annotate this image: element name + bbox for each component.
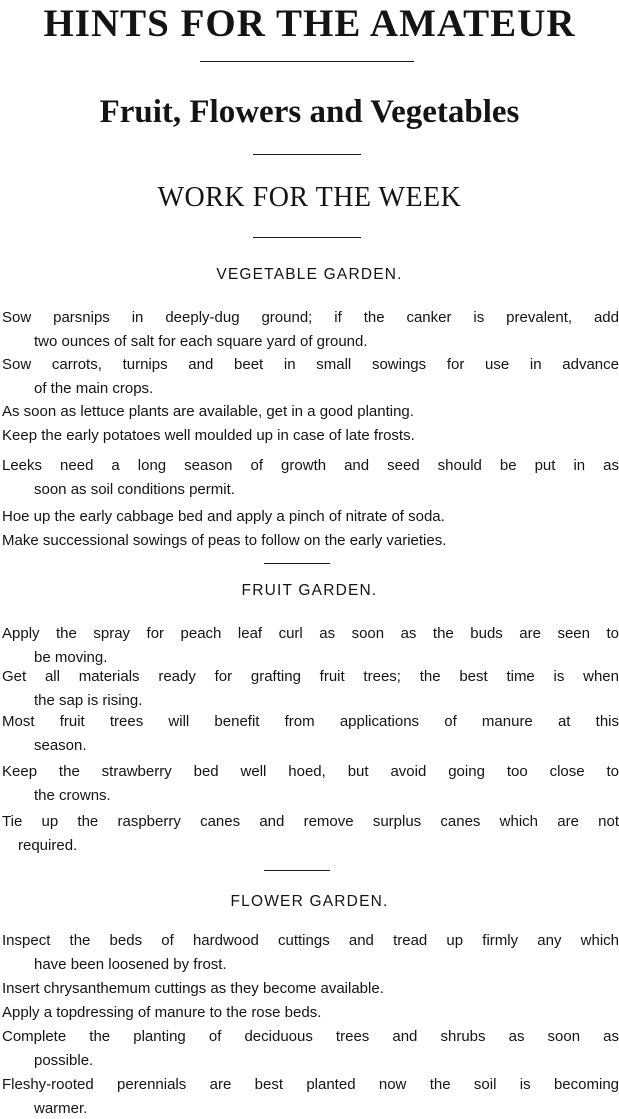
hint-item — [2, 1001, 619, 1025]
hint-item — [2, 665, 619, 712]
hint-line: of the main crops. — [34, 379, 154, 397]
hint-item — [2, 306, 619, 353]
section-heading-vegetable-garden: VEGETABLE GARDEN. — [216, 266, 403, 283]
headline-title: HINTS FOR THE AMATEUR — [43, 2, 576, 45]
hint-line: Keep the early potatoes well moulded up in case of late frosts. — [2, 427, 415, 444]
hint-item — [2, 424, 619, 448]
hint-line: Complete the planting of deciduous trees and shrubs as soon as — [2, 1028, 619, 1045]
hint-item — [2, 760, 619, 807]
hint-item — [2, 505, 619, 529]
hint-line: required. — [18, 836, 78, 854]
hint-line: Keep the strawberry bed well hoed, but avoid going too close to — [2, 763, 619, 780]
hint-line: Apply a topdressing of manure to the rose beds. — [2, 1004, 322, 1021]
hint-line: Fleshy-rooted perennials are best planted now the soil is becoming — [2, 1076, 619, 1093]
rule-divider — [253, 154, 361, 155]
hint-item — [2, 929, 619, 976]
hint-line: Tie up the raspberry canes and remove surplus canes which are not — [2, 813, 619, 830]
rule-divider — [200, 61, 414, 62]
hint-line: be moving. — [34, 648, 108, 666]
hint-line: Get all materials ready for grafting fruit trees; the best time is when — [2, 668, 619, 685]
hint-line: Insert chrysanthemum cuttings as they become available. — [2, 980, 384, 997]
hint-line: Sow carrots, turnips and beet in small sowings for use in advance — [2, 356, 619, 373]
hint-line: Apply the spray for peach leaf curl as soon as the buds are seen to — [2, 625, 619, 642]
hint-line: warmer. — [34, 1099, 88, 1117]
rule-divider — [253, 237, 361, 238]
hint-item — [2, 1025, 619, 1072]
hint-item — [2, 810, 619, 857]
hint-line: the crowns. — [34, 786, 111, 804]
hint-line: the sap is rising. — [34, 691, 143, 709]
section-heading-flower-garden: FLOWER GARDEN. — [230, 893, 389, 910]
hint-line: have been loosened by frost. — [34, 955, 227, 973]
hint-item — [2, 353, 619, 400]
hint-item — [2, 1073, 619, 1119]
hint-line: Hoe up the early cabbage bed and apply a pinch of nitrate of soda. — [2, 508, 445, 525]
hint-line: As soon as lettuce plants are available, get in a good planting. — [2, 403, 414, 420]
hint-line: Make successional sowings of peas to follow on the early varieties. — [2, 532, 447, 549]
hint-line: Inspect the beds of hardwood cuttings and tread up firmly any which — [2, 932, 619, 949]
hint-item — [2, 710, 619, 757]
rule-divider — [264, 870, 330, 871]
hint-line: two ounces of salt for each square yard of ground. — [34, 332, 368, 350]
hint-item — [2, 454, 619, 501]
hint-line: soon as soil conditions permit. — [34, 480, 235, 498]
hint-item — [2, 622, 619, 669]
hint-item — [2, 529, 619, 553]
hint-line: Sow parsnips in deeply-dug ground; if the canker is prevalent, add — [2, 309, 619, 326]
hint-line: season. — [34, 736, 87, 754]
hint-line: possible. — [34, 1051, 94, 1069]
hint-item — [2, 400, 619, 424]
headline-subtitle: Fruit, Flowers and Vegetables — [99, 94, 520, 130]
rule-divider — [264, 563, 330, 564]
hint-line: Leeks need a long season of growth and seed should be put in as — [2, 457, 619, 474]
column-heading: WORK FOR THE WEEK — [157, 182, 462, 213]
hint-item — [2, 977, 619, 1001]
section-heading-fruit-garden: FRUIT GARDEN. — [241, 582, 378, 599]
hint-line: Most fruit trees will benefit from applications of manure at this — [2, 713, 619, 730]
